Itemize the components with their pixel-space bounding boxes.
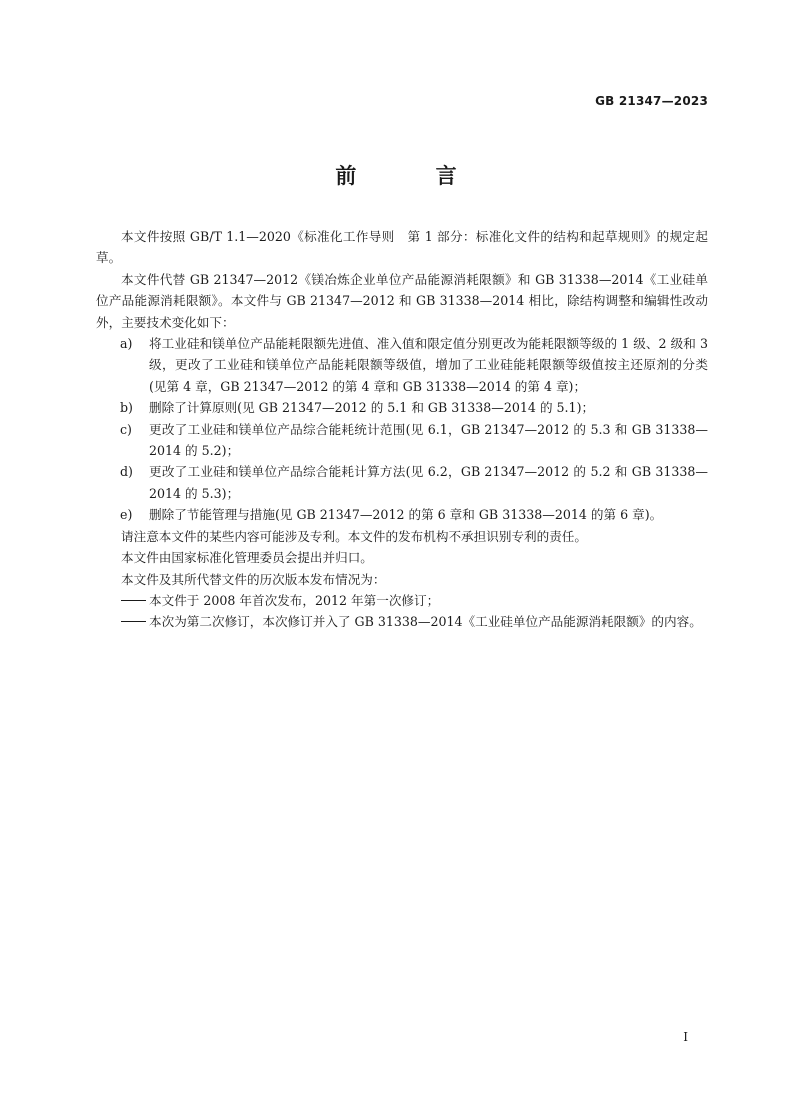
list-item-change-b <box>96 397 708 418</box>
list-label: d) <box>120 464 133 480</box>
list-text: 将工业硅和镁单位产品能耗限额先进值、准入值和限定值分别更改为能耗限额等级的 1 级、2 级和 3 级，更改了工业硅和镁单位产品能耗限额等级值，增加了工业硅能耗限额等级值按主还原剂的分类(见第 4 章，GB 21347—2012 的第 4 章和 GB 31338—2014 的第 4 章)； <box>149 336 708 394</box>
paragraph-replacement: 本文件代替 GB 21347—2012《镁冶炼企业单位产品能源消耗限额》和 GB 31338—2014《工业硅单位产品能源消耗限额》。本文件与 GB 21347—2012 和 GB 31338—2014 相比，除结构调整和编辑性改动外，主要技术变化如下： <box>96 271 708 330</box>
paragraph-patent-notice: 请注意本文件的某些内容可能涉及专利。本文件的发布机构不承担识别专利的责任。 <box>121 528 587 544</box>
list-label: c) <box>120 421 132 437</box>
paragraph-history-intro: 本文件及其所代替文件的历次版本发布情况为： <box>121 571 386 587</box>
list-text: 删除了计算原则(见 GB 21347—2012 的 5.1 和 GB 31338—2014 的 5.1)； <box>149 400 595 416</box>
list-label: b) <box>120 400 133 416</box>
history-text: 本次为第二次修订，本次修订并入了 GB 31338—2014《工业硅单位产品能源消耗限额》的内容。 <box>149 614 702 630</box>
dash-marker <box>121 621 146 622</box>
list-label: e) <box>120 507 133 523</box>
page-title: 前 言 <box>335 163 493 188</box>
history-item-1 <box>96 590 708 611</box>
list-item-change-a <box>96 333 708 397</box>
dash-marker <box>121 600 146 601</box>
list-text: 更改了工业硅和镁单位产品综合能耗计算方法(见 6.2，GB 21347—2012 的 5.2 和 GB 31338—2014 的 5.3)； <box>149 464 708 501</box>
list-item-change-d <box>96 461 708 504</box>
list-text: 更改了工业硅和镁单位产品综合能耗统计范围(见 6.1，GB 21347—2012 的 5.3 和 GB 31338—2014 的 5.2)； <box>149 421 708 459</box>
list-text: 删除了节能管理与措施(见 GB 21347—2012 的第 6 章和 GB 31338—2014 的第 6 章)。 <box>149 507 663 523</box>
page-number: I <box>683 1030 688 1044</box>
paragraph-drafting-rules: 本文件按照 GB/T 1.1—2020《标准化工作导则 第 1 部分：标准化文件的结构和起草规则》的规定起草。 <box>96 229 708 266</box>
history-text: 本文件于 2008 年首次发布，2012 年第一次修订； <box>149 592 440 608</box>
list-item-change-c <box>96 419 708 462</box>
paragraph-proposer: 本文件由国家标准化管理委员会提出并归口。 <box>121 550 373 566</box>
list-item-change-e <box>96 504 708 525</box>
foreword-body <box>96 226 708 633</box>
standard-number: GB 21347—2023 <box>595 94 708 108</box>
history-item-2 <box>96 611 708 632</box>
list-label: a) <box>120 336 133 352</box>
